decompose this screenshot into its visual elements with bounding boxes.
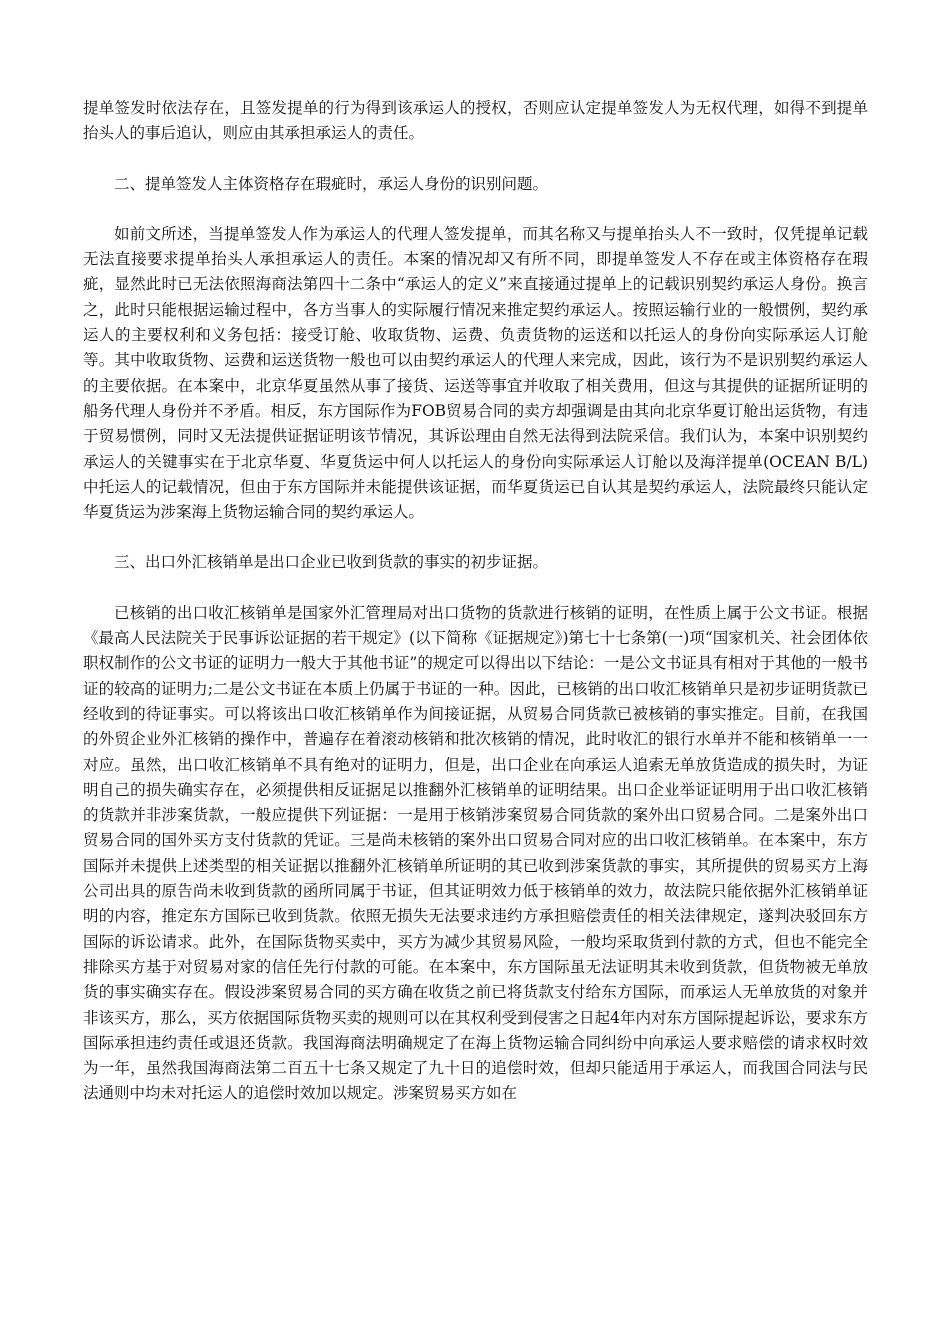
paragraph-gap	[83, 576, 868, 601]
paragraph-section-3: 已核销的出口收汇核销单是国家外汇管理局对出口货物的货款进行核销的证明，在性质上属于公文书证。根据《最高人民法院关于民事诉讼证据的若干规定》(以下简称《证据规定》)第七十七条第(一)项“国家机关、社会团体依职权制作的公文书证的证明力一般大于其他书证”的规定可以得出以下结论：一是公文书证具有相对于其他的一般书证的较高的证明力;二是公文书证在本质上仍属于书证的一种。因此，已核销的出口收汇核销单只是初步证明货款已经收到的待证事实。可以将该出口收汇核销单作为间接证据，从贸易合同货款已被核销的事实推定。目前，在我国的外贸企业外汇核销的操作中，普遍存在着滚动核销和批次核销的情况，此时收汇的银行水单并不能和核销单一一对应。虽然，出口收汇核销单不具有绝对的证明力，但是，出口企业在向承运人追索无单放货造成的损失时，为证明自己的损失确实存在，必须提供相反证据足以推翻外汇核销单的证明结果。出口企业举证证明用于出口收汇核销的货款并非涉案货款，一般应提供下列证据：一是用于核销涉案贸易合同货款的案外出口贸易合同。二是案外出口贸易合同的国外买方支付货款的凭证。三是尚未核销的案外出口贸易合同对应的出口收汇核销单。在本案中，东方国际并未提供上述类型的相关证据以推翻外汇核销单所证明的其已收到涉案货款的事实，其所提供的贸易买方上海公司出具的原告尚未收到货款的函所同属于书证，但其证明效力低于核销单的效力，故法院只能依据外汇核销单证明的内容，推定东方国际已收到货款。依照无损失无法要求违约方承担赔偿责任的相关法律规定，遂判决驳回东方国际的诉讼请求。此外，在国际货物买卖中，买方为减少其贸易风险，一般均采取货到付款的方式，但也不能完全排除买方基于对贸易对家的信任先行付款的可能。在本案中，东方国际虽无法证明其未收到货款，但货物被无单放货的事实确实存在。假设涉案贸易合同的买方确在收货之前已将货款支付给东方国际，而承运人无单放货的对象并非该买方，那么，买方依据国际货物买卖的规则可以在其权利受到侵害之日起4年内对东方国际提起诉讼，要求东方国际承担违约责任或退还货款。我国海商法明确规定了在海上货物运输合同纠纷中向承运人要求赔偿的请求权时效为一年，虽然我国海商法第二百五十七条又规定了九十日的追偿时效，但却只能适用于承运人，而我国合同法与民法通则中均未对托运人的追偿时效加以规定。涉案贸易买方如在	[83, 603, 868, 1103]
paragraph-gap	[83, 197, 868, 222]
paragraph-gap	[83, 147, 868, 172]
document-body	[83, 96, 868, 1107]
paragraph-continuation: 提单签发时依法存在，且签发提单的行为得到该承运人的授权，否则应认定提单签发人为无权代理，如得不到提单抬头人的事后追认，则应由其承担承运人的责任。	[83, 99, 868, 143]
section-heading-3: 三、出口外汇核销单是出口企业已收到货款的事实的初步证据。	[114, 553, 549, 572]
paragraph-section-2: 如前文所述，当提单签发人作为承运人的代理人签发提单，而其名称又与提单抬头人不一致时，仅凭提单记载无法直接要求提单抬头人承担承运人的责任。本案的情况却又有所不同，即提单签发人不存在或主体资格存在瑕疵，显然此时已无法依照海商法第四十二条中“承运人的定义”来直接通过提单上的记载识别契约承运人身份。换言之，此时只能根据运输过程中，各方当事人的实际履行情况来推定契约承运人。按照运输行业的一般惯例，契约承运人的主要权利和义务包括：接受订舱、收取货物、运费、负责货物的运送和以托运人的身份向实际承运人订舱等。其中收取货物、运费和运送货物一般也可以由契约承运人的代理人来完成，因此，该行为不是识别契约承运人的主要依据。在本案中，北京华夏虽然从事了接货、运送等事宜并收取了相关费用，但这与其提供的证据所证明的船务代理人身份并不矛盾。相反，东方国际作为FOB贸易合同的卖方却强调是由其向北京华夏订舱出运货物，有违于贸易惯例，同时又无法提供证据证明该节情况，其诉讼理由自然无法得到法院采信。我们认为，本案中识别契约承运人的关键事实在于北京华夏、华夏货运中何人以托运人的身份向实际承运人订舱以及海洋提单(OCEAN B/L)中托运人的记载情况，但由于东方国际并未能提供该证据，而华夏货运已自认其是契约承运人，法院最终只能认定华夏货运为涉案海上货物运输合同的契约承运人。	[83, 224, 868, 522]
paragraph-gap	[83, 525, 868, 550]
section-heading-2: 二、提单签发人主体资格存在瑕疵时，承运人身份的识别问题。	[114, 174, 549, 193]
